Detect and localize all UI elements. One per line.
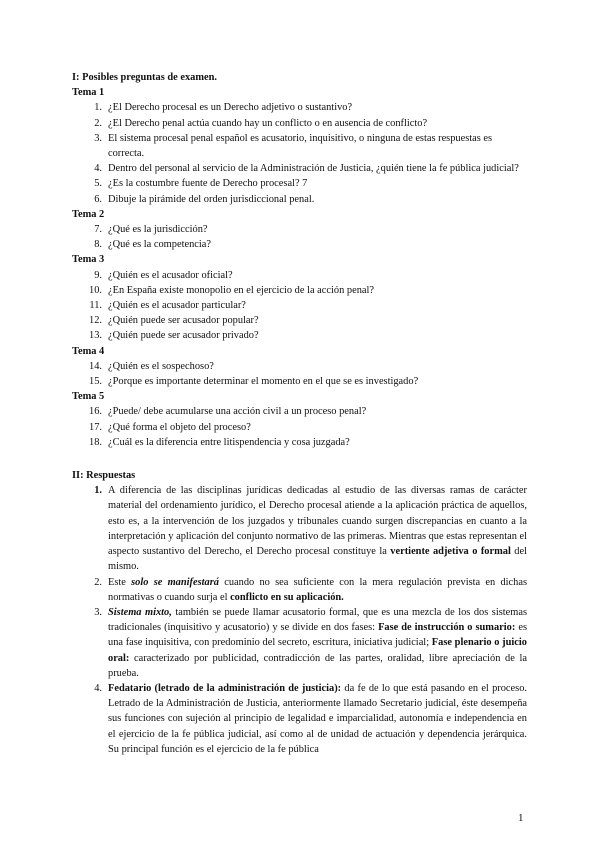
- question-item: [72, 435, 527, 450]
- question-text: ¿Quién puede ser acusador privado?: [108, 330, 259, 342]
- question-text: ¿Quién es el acusador oficial?: [108, 269, 233, 281]
- question-item: [72, 222, 527, 237]
- question-text: ¿Quién es el acusador particular?: [108, 300, 246, 312]
- page-number: 1: [518, 812, 524, 824]
- question-text: Dibuje la pirámide del orden jurisdiccional penal.: [108, 193, 315, 205]
- question-text: ¿Es la costumbre fuente de Derecho procesal? 7: [108, 178, 308, 190]
- question-text: El sistema procesal penal español es acusatorio, inquisitivo, o ninguna de estas respuestas es correcta.: [108, 132, 493, 160]
- tema-question-list: [72, 404, 527, 450]
- answers-list: [72, 483, 527, 757]
- tema-heading: Tema 4: [72, 345, 105, 357]
- question-number: 4.: [94, 163, 102, 175]
- question-number: 9.: [94, 269, 102, 281]
- question-number: 2.: [94, 117, 102, 129]
- question-item: [72, 283, 527, 298]
- section-title-questions: I: Posibles preguntas de examen.: [72, 72, 217, 83]
- question-text: ¿El Derecho procesal es un Derecho adjetivo o sustantivo?: [108, 102, 353, 114]
- question-number: 5.: [94, 178, 102, 190]
- answer-item: [72, 575, 527, 605]
- question-item: [72, 237, 527, 252]
- answer-emphasis: Sistema mixto,: [108, 606, 172, 618]
- question-item: [72, 161, 527, 176]
- question-text: ¿Porque es importante determinar el momento en el que se es investigado?: [108, 376, 419, 388]
- answer-emphasis: Fase plenario o juicio oral:: [108, 637, 528, 664]
- question-item: [72, 116, 527, 131]
- question-item: [72, 298, 527, 313]
- question-number: 8.: [94, 239, 102, 251]
- answer-item: [72, 605, 527, 681]
- tema-question-list: [72, 222, 527, 252]
- tema-heading: Tema 1: [72, 87, 105, 99]
- question-number: 15.: [89, 376, 102, 388]
- tema-heading: Tema 2: [72, 208, 105, 220]
- answer-text: da fe de lo que está pasando en el proceso. Letrado de la Administración de Justicia, anteriormente llamado Secretario judicial, éste desempeña sus funciones con sujeción al principio de legalidad e imparcialidad, autonomía e independencia en el ejercicio de la fe pública judicial, así como al de unidad de actuación y dependencia jerárquica. Su principal función es el ejercicio de la fe pública: [108, 682, 527, 755]
- question-number: 7.: [94, 224, 102, 236]
- answer-text: cuando no sea suficiente con la mera regulación prevista en dichas normativas o cuando surja el: [108, 576, 527, 603]
- question-item: [72, 192, 527, 207]
- question-number: 6.: [94, 193, 102, 205]
- answer-emphasis: solo se manifestará: [131, 576, 219, 588]
- question-number: 14.: [89, 360, 102, 372]
- question-text: ¿En España existe monopolio en el ejercicio de la acción penal?: [108, 284, 375, 296]
- answer-text: A diferencia de las disciplinas jurídicas dedicadas al estudio de las diversas ramas de carácter material del ordenamiento jurídico, el Derecho procesal atiende a la aplicación práctica de aquellos, esto es, a la intervención de los juzgados y tribunales cuando surgen discrepancias en cuanto a la interpretación y aplicación del conjunto normativo de las primeras. Mientras que estas representan el aspecto sustantivo del Derecho, el Derecho procesal constituye la: [108, 485, 527, 558]
- question-item: [72, 268, 527, 283]
- question-item: [72, 313, 527, 328]
- answer-text: Este: [108, 576, 132, 588]
- questions-list: [72, 85, 527, 450]
- answer-number: 2.: [94, 576, 102, 588]
- question-number: 16.: [89, 406, 102, 418]
- question-item: [72, 374, 527, 389]
- answer-number: 1.: [94, 485, 102, 497]
- question-item: [72, 176, 527, 191]
- tema-question-list: [72, 268, 527, 344]
- tema-question-list: [72, 100, 527, 206]
- question-item: [72, 100, 527, 115]
- question-number: 3.: [94, 132, 102, 144]
- question-text: ¿Cuál es la diferencia entre litispendencia y cosa juzgada?: [108, 436, 350, 448]
- question-number: 13.: [89, 330, 102, 342]
- answer-text: es una fase inquisitiva, con predominio del secreto, escritura, iniciativa judicial;: [108, 622, 527, 649]
- question-text: ¿Qué es la competencia?: [108, 239, 211, 251]
- answer-emphasis: vertiente adjetiva o formal: [390, 546, 511, 558]
- question-item: [72, 420, 527, 435]
- question-text: ¿Qué forma el objeto del proceso?: [108, 421, 251, 433]
- answer-number: 3.: [94, 606, 102, 618]
- tema-heading: Tema 5: [72, 391, 105, 403]
- section-gap: [72, 450, 527, 468]
- question-item: [72, 131, 527, 161]
- question-number: 17.: [89, 421, 102, 433]
- question-number: 10.: [89, 284, 102, 296]
- question-text: ¿Qué es la jurisdicción?: [108, 224, 208, 236]
- question-number: 18.: [89, 436, 102, 448]
- answer-emphasis: Fase de instrucción o sumario:: [378, 622, 516, 634]
- tema-question-list: [72, 359, 527, 389]
- answer-text: caracterizado por publicidad, contradicción de las partes, oralidad, libre apreciación de la prueba.: [108, 652, 527, 679]
- section-title-answers: II: Respuestas: [72, 470, 136, 482]
- question-text: Dentro del personal al servicio de la Administración de Justicia, ¿quién tiene la fe pública judicial?: [108, 163, 519, 175]
- answer-text: también se puede llamar acusatorio formal, que es una mezcla de los dos sistemas tradicionales (inquisitivo y acusatorio) y se divide en dos fases:: [108, 606, 527, 634]
- document-page: [72, 70, 527, 757]
- question-item: [72, 404, 527, 419]
- answer-item: [72, 483, 527, 574]
- answer-item: [72, 681, 527, 757]
- question-number: 1.: [94, 102, 102, 114]
- answer-emphasis: conflicto en su aplicación.: [230, 591, 344, 603]
- question-text: ¿Puede/ debe acumularse una acción civil a un proceso penal?: [108, 406, 367, 418]
- tema-heading: Tema 3: [72, 254, 105, 266]
- question-text: ¿Quién puede ser acusador popular?: [108, 315, 259, 327]
- question-item: [72, 359, 527, 374]
- question-number: 11.: [89, 300, 102, 312]
- question-number: 12.: [89, 315, 102, 327]
- question-text: ¿El Derecho penal actúa cuando hay un conflicto o en ausencia de conflicto?: [108, 117, 428, 129]
- question-item: [72, 328, 527, 343]
- answer-number: 4.: [94, 682, 102, 694]
- answer-text: del mismo.: [108, 546, 527, 573]
- answer-emphasis: Fedatario (letrado de la administración de justicia):: [108, 682, 342, 694]
- question-text: ¿Quién es el sospechoso?: [108, 360, 214, 372]
